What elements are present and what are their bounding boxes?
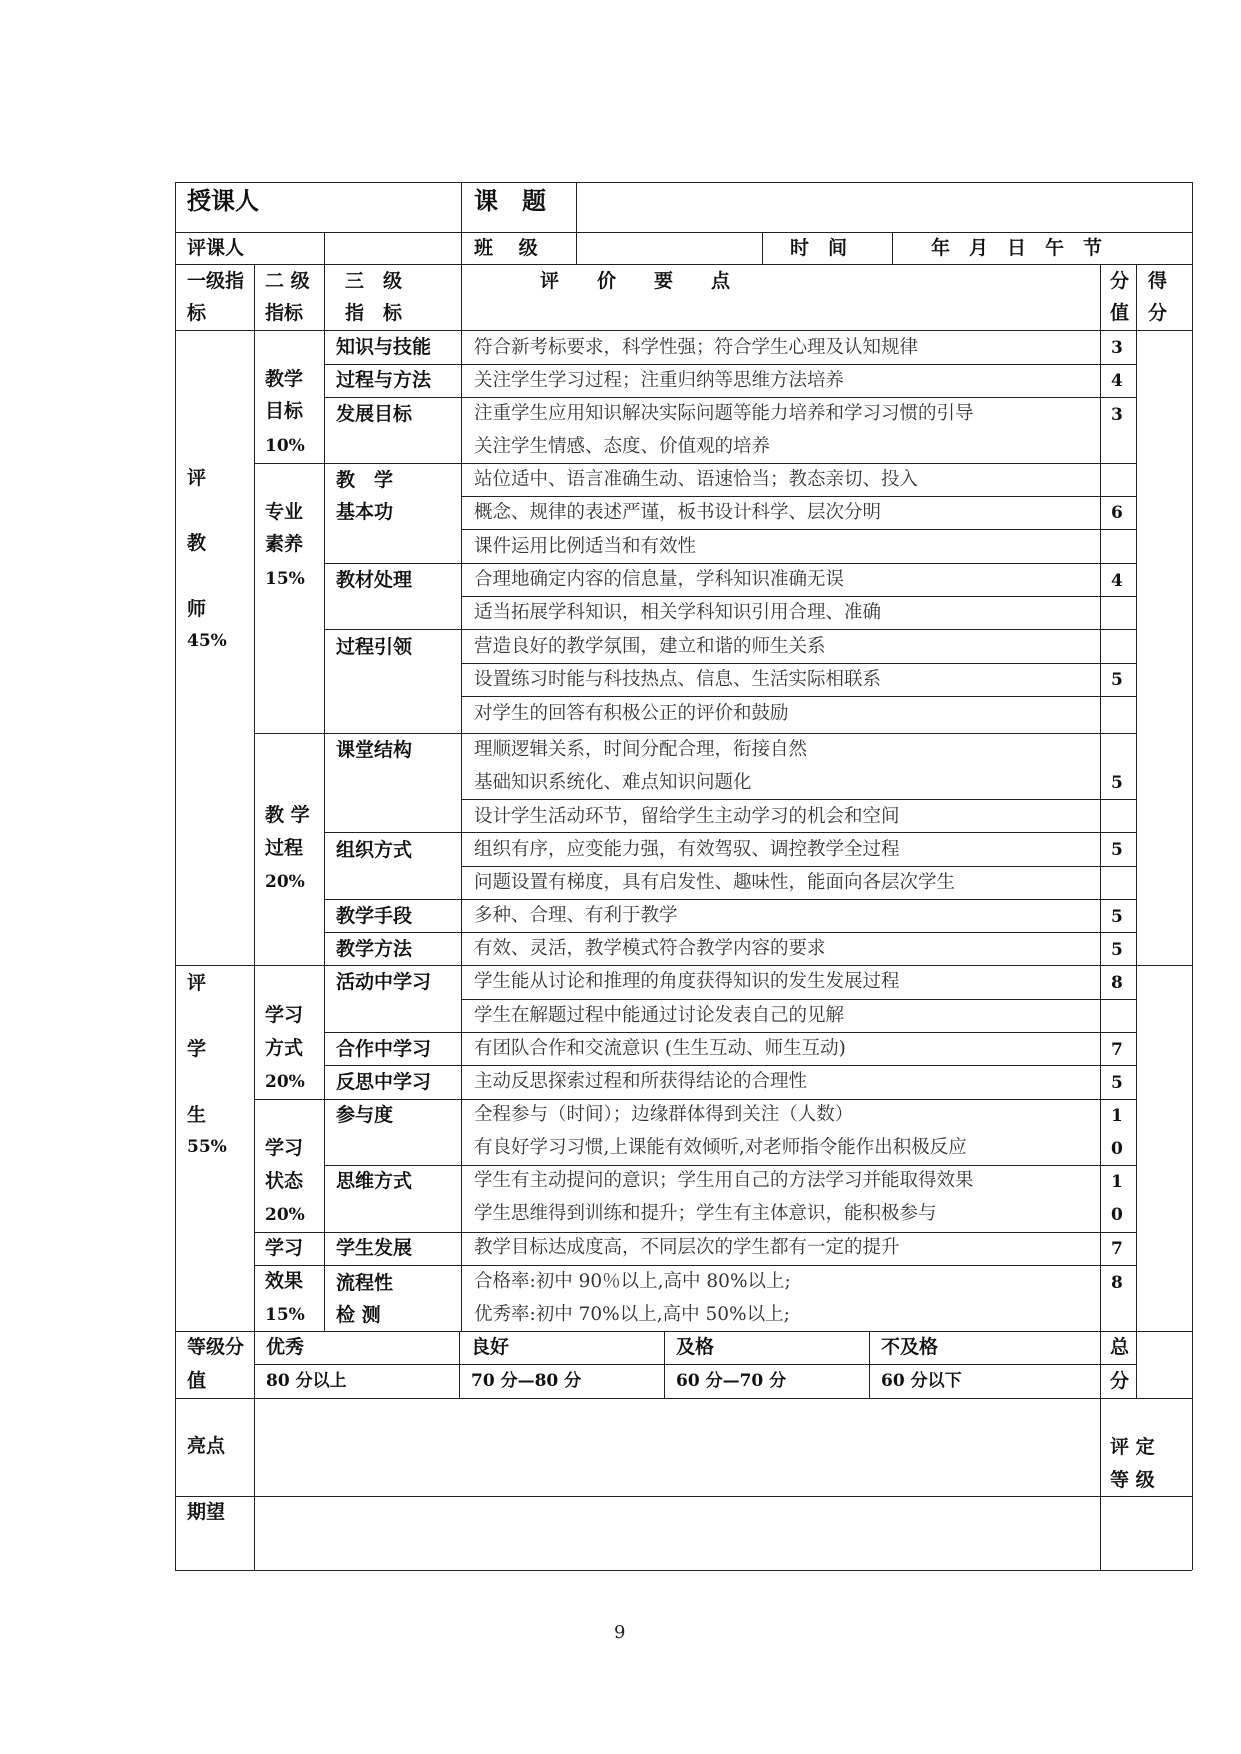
col-l3: 指 标: [345, 302, 403, 324]
eval-point: 注重学生应用知识解决实际问题等能力培养和学习习惯的引导: [474, 403, 974, 424]
item-name: 教材处理: [336, 569, 413, 591]
grid-line: [664, 1331, 665, 1398]
teacher-label: 评: [187, 467, 207, 489]
group-label: 教 学: [265, 804, 310, 826]
eval-point: 问题设置有梯度，具有启发性、趣味性，能面向各层次学生: [474, 872, 956, 893]
grid-line: [461, 529, 1136, 530]
eval-point: 关注学生学习过程；注重归纳等思维方法培养: [474, 370, 845, 391]
col-l1: 一级指: [187, 270, 245, 292]
grid-line: [324, 932, 1136, 933]
grid-line: [324, 563, 1136, 564]
page-number: 9: [614, 1622, 626, 1643]
date-label: 年 月 日 午 节: [931, 237, 1103, 259]
grid-line: [175, 1398, 1192, 1399]
total-label: 分: [1110, 1370, 1130, 1392]
item-name: 活动中学习: [336, 971, 432, 993]
item-score: 1: [1111, 1172, 1123, 1192]
group-weight: 15%: [265, 569, 305, 589]
col-l1: 标: [187, 302, 207, 324]
item-score: 5: [1111, 773, 1123, 793]
grade-range: 60 分—70 分: [676, 1371, 787, 1391]
group-weight: 10%: [265, 436, 305, 456]
grid-line: [254, 1232, 1136, 1233]
group-weight: 20%: [265, 1205, 305, 1225]
grid-line: [175, 1496, 1192, 1497]
expect-label: 期望: [187, 1501, 226, 1523]
item-name: 知识与技能: [336, 336, 432, 358]
grid-line: [461, 496, 1136, 497]
col-score: 分: [1110, 270, 1130, 292]
grid-line: [869, 1331, 870, 1398]
highlight-label: 亮点: [187, 1435, 226, 1457]
grid-line: [175, 182, 1192, 183]
grade-name: 不及格: [881, 1336, 939, 1358]
item-name: 学生发展: [336, 1237, 413, 1259]
item-score: 5: [1111, 940, 1123, 960]
eval-point: 营造良好的教学氛围，建立和谐的师生关系: [474, 636, 826, 657]
eval-point: 合格率:初中 90％以上,高中 80%以上;: [474, 1271, 791, 1292]
student-label: 学: [187, 1038, 207, 1060]
grid-line: [324, 364, 1136, 365]
grid-line: [324, 1165, 1136, 1166]
grid-line: [254, 1265, 1136, 1266]
group-label: 学习: [265, 1237, 304, 1259]
grade-range: 80 分以上: [266, 1371, 347, 1391]
eval-point: 合理地确定内容的信息量，学科知识准确无误: [474, 569, 845, 590]
reviewer-label: 评课人: [187, 237, 245, 259]
eval-point: 教学目标达成度高，不同层次的学生都有一定的提升: [474, 1237, 900, 1258]
grade-name: 优秀: [266, 1336, 305, 1358]
group-label: 素养: [265, 533, 304, 555]
eval-point: 关注学生情感、态度、价值观的培养: [474, 436, 771, 457]
grid-line: [461, 663, 1136, 664]
col-l2: 指标: [265, 302, 304, 324]
item-score: 5: [1111, 1073, 1123, 1093]
item-name: 流程性: [336, 1272, 394, 1294]
eval-point: 学生能从讨论和推理的角度获得知识的发生发展过程: [474, 971, 900, 992]
group-weight: 15%: [265, 1305, 305, 1325]
item-score: 1: [1111, 1106, 1123, 1126]
grid-line: [175, 264, 1192, 265]
grade-name: 良好: [471, 1336, 510, 1358]
rating-label: 评 定: [1110, 1436, 1155, 1458]
student-label: 生: [187, 1104, 207, 1126]
item-score: 5: [1111, 670, 1123, 690]
grid-line: [324, 899, 1136, 900]
item-score: 3: [1111, 405, 1123, 425]
group-label: 目标: [265, 400, 304, 422]
item-name: 参与度: [336, 1104, 394, 1126]
col-points: 评 价 要 点: [540, 270, 731, 292]
eval-point: 组织有序，应变能力强，有效驾驭、调控教学全过程: [474, 839, 900, 860]
grid-line: [324, 232, 325, 1331]
grid-line: [1192, 182, 1193, 1570]
group-label: 教学: [265, 368, 304, 390]
grade-label: 值: [187, 1370, 207, 1392]
item-name: 教 学: [336, 469, 394, 491]
group-label: 状态: [265, 1170, 304, 1192]
lecturer-label: 授课人: [187, 186, 259, 215]
eval-point: 适当拓展学科知识，相关学科知识引用合理、准确: [474, 602, 882, 623]
group-label: 专业: [265, 501, 304, 523]
eval-point: 设计学生活动环节，留给学生主动学习的机会和空间: [474, 806, 900, 827]
grid-line: [892, 232, 893, 264]
grid-line: [461, 799, 1136, 800]
topic-label: 课 题: [474, 186, 546, 215]
col-l2: 二 级: [265, 270, 310, 292]
grid-line: [324, 397, 1136, 398]
grid-line: [175, 1570, 1192, 1571]
grid-line: [461, 999, 1136, 1000]
group-label: 学习: [265, 1137, 304, 1159]
item-name: 过程引领: [336, 636, 413, 658]
col-score: 值: [1110, 302, 1130, 324]
group-label: 效果: [265, 1270, 304, 1292]
eval-point: 对学生的回答有积极公正的评价和鼓励: [474, 703, 789, 724]
group-weight: 20%: [265, 1072, 305, 1092]
item-name: 思维方式: [336, 1170, 413, 1192]
eval-point: 有团队合作和交流意识 (生生互动、师生互动): [474, 1038, 846, 1059]
item-name: 发展目标: [336, 403, 413, 425]
col-got: 分: [1148, 302, 1168, 324]
grid-line: [1136, 264, 1137, 1398]
grid-line: [175, 182, 176, 1570]
item-score: 8: [1111, 973, 1123, 993]
student-weight: 55%: [187, 1137, 227, 1157]
grid-line: [1100, 264, 1101, 1570]
eval-point: 基础知识系统化、难点知识问题化: [474, 772, 752, 793]
item-name: 反思中学习: [336, 1071, 432, 1093]
grid-line: [461, 866, 1136, 867]
item-name: 课堂结构: [336, 739, 413, 761]
item-score: 4: [1111, 571, 1123, 591]
grid-line: [175, 330, 1192, 331]
item-score: 3: [1111, 338, 1123, 358]
eval-point: 有良好学习习惯,上课能有效倾听,对老师指令能作出积极反应: [474, 1137, 967, 1158]
item-score: 5: [1111, 907, 1123, 927]
eval-point: 符合新考标要求，科学性强；符合学生心理及认知规律: [474, 337, 919, 358]
grid-line: [254, 1364, 1136, 1365]
group-weight: 20%: [265, 872, 305, 892]
item-name: 组织方式: [336, 839, 413, 861]
item-name: 教学手段: [336, 905, 413, 927]
grid-line: [576, 182, 577, 264]
teacher-weight: 45%: [187, 631, 227, 651]
eval-point: 学生有主动提问的意识；学生用自己的方法学习并能取得效果: [474, 1170, 974, 1191]
rating-label: 等 级: [1110, 1469, 1155, 1491]
item-name: 过程与方法: [336, 369, 432, 391]
eval-point: 设置练习时能与科技热点、信息、生活实际相联系: [474, 669, 882, 690]
grid-line: [461, 182, 462, 1331]
teacher-label: 师: [187, 598, 207, 620]
item-score: 5: [1111, 840, 1123, 860]
grid-line: [461, 596, 1136, 597]
grid-line: [175, 1331, 1192, 1332]
item-score: 7: [1111, 1239, 1123, 1259]
grid-line: [324, 1065, 1136, 1066]
grade-label: 等级分: [187, 1336, 245, 1358]
eval-point: 多种、合理、有利于教学: [474, 905, 678, 926]
item-score: 7: [1111, 1040, 1123, 1060]
grade-range: 60 分以下: [881, 1371, 962, 1391]
eval-point: 学生在解题过程中能通过讨论发表自己的见解: [474, 1005, 845, 1026]
grid-line: [254, 1099, 1136, 1100]
time-label: 时 间: [790, 237, 848, 259]
eval-point: 课件运用比例适当和有效性: [474, 536, 697, 557]
item-score: 8: [1111, 1273, 1123, 1293]
eval-point: 全程参与（时间）；边缘群体得到关注（人数）: [474, 1104, 854, 1125]
item-score: 4: [1111, 371, 1123, 391]
student-label: 评: [187, 972, 207, 994]
grid-line: [254, 264, 255, 330]
grid-line: [762, 232, 763, 264]
eval-point: 理顺逻辑关系，时间分配合理，衔接自然: [474, 739, 808, 760]
grid-line: [175, 965, 1192, 966]
grid-line: [324, 832, 1136, 833]
grid-line: [175, 232, 1192, 233]
grid-line: [254, 733, 1136, 734]
eval-point: 概念、规律的表述严谨，板书设计科学、层次分明: [474, 502, 882, 523]
col-l3: 三 级: [345, 270, 403, 292]
eval-point: 学生思维得到训练和提升；学生有主体意识，能积极参与: [474, 1203, 937, 1224]
item-name: 检 测: [336, 1304, 381, 1326]
grid-line: [254, 463, 1136, 464]
grid-line: [254, 330, 255, 1570]
eval-point: 主动反思探索过程和所获得结论的合理性: [474, 1071, 808, 1092]
item-score: 0: [1111, 1205, 1123, 1225]
grade-range: 70 分—80 分: [471, 1371, 582, 1391]
item-name: 教学方法: [336, 938, 413, 960]
item-name: 基本功: [336, 501, 394, 523]
eval-point: 优秀率:初中 70%以上,高中 50%以上;: [474, 1304, 790, 1325]
eval-point: 站位适中、语言准确生动、语速恰当；教态亲切、投入: [474, 469, 919, 490]
total-label: 总: [1110, 1336, 1130, 1358]
grid-line: [461, 696, 1136, 697]
item-score: 6: [1111, 503, 1123, 523]
group-label: 学习: [265, 1004, 304, 1026]
grid-line: [324, 629, 1136, 630]
item-score: 0: [1111, 1139, 1123, 1159]
col-got: 得: [1148, 270, 1168, 292]
grade-name: 及格: [676, 1336, 715, 1358]
group-label: 方式: [265, 1037, 304, 1059]
grid-line: [324, 1032, 1136, 1033]
eval-point: 有效、灵活，教学模式符合教学内容的要求: [474, 938, 826, 959]
class-label: 班 级: [474, 237, 538, 259]
teacher-label: 教: [187, 532, 207, 554]
group-label: 过程: [265, 837, 304, 859]
grid-line: [459, 1331, 460, 1398]
item-name: 合作中学习: [336, 1038, 432, 1060]
